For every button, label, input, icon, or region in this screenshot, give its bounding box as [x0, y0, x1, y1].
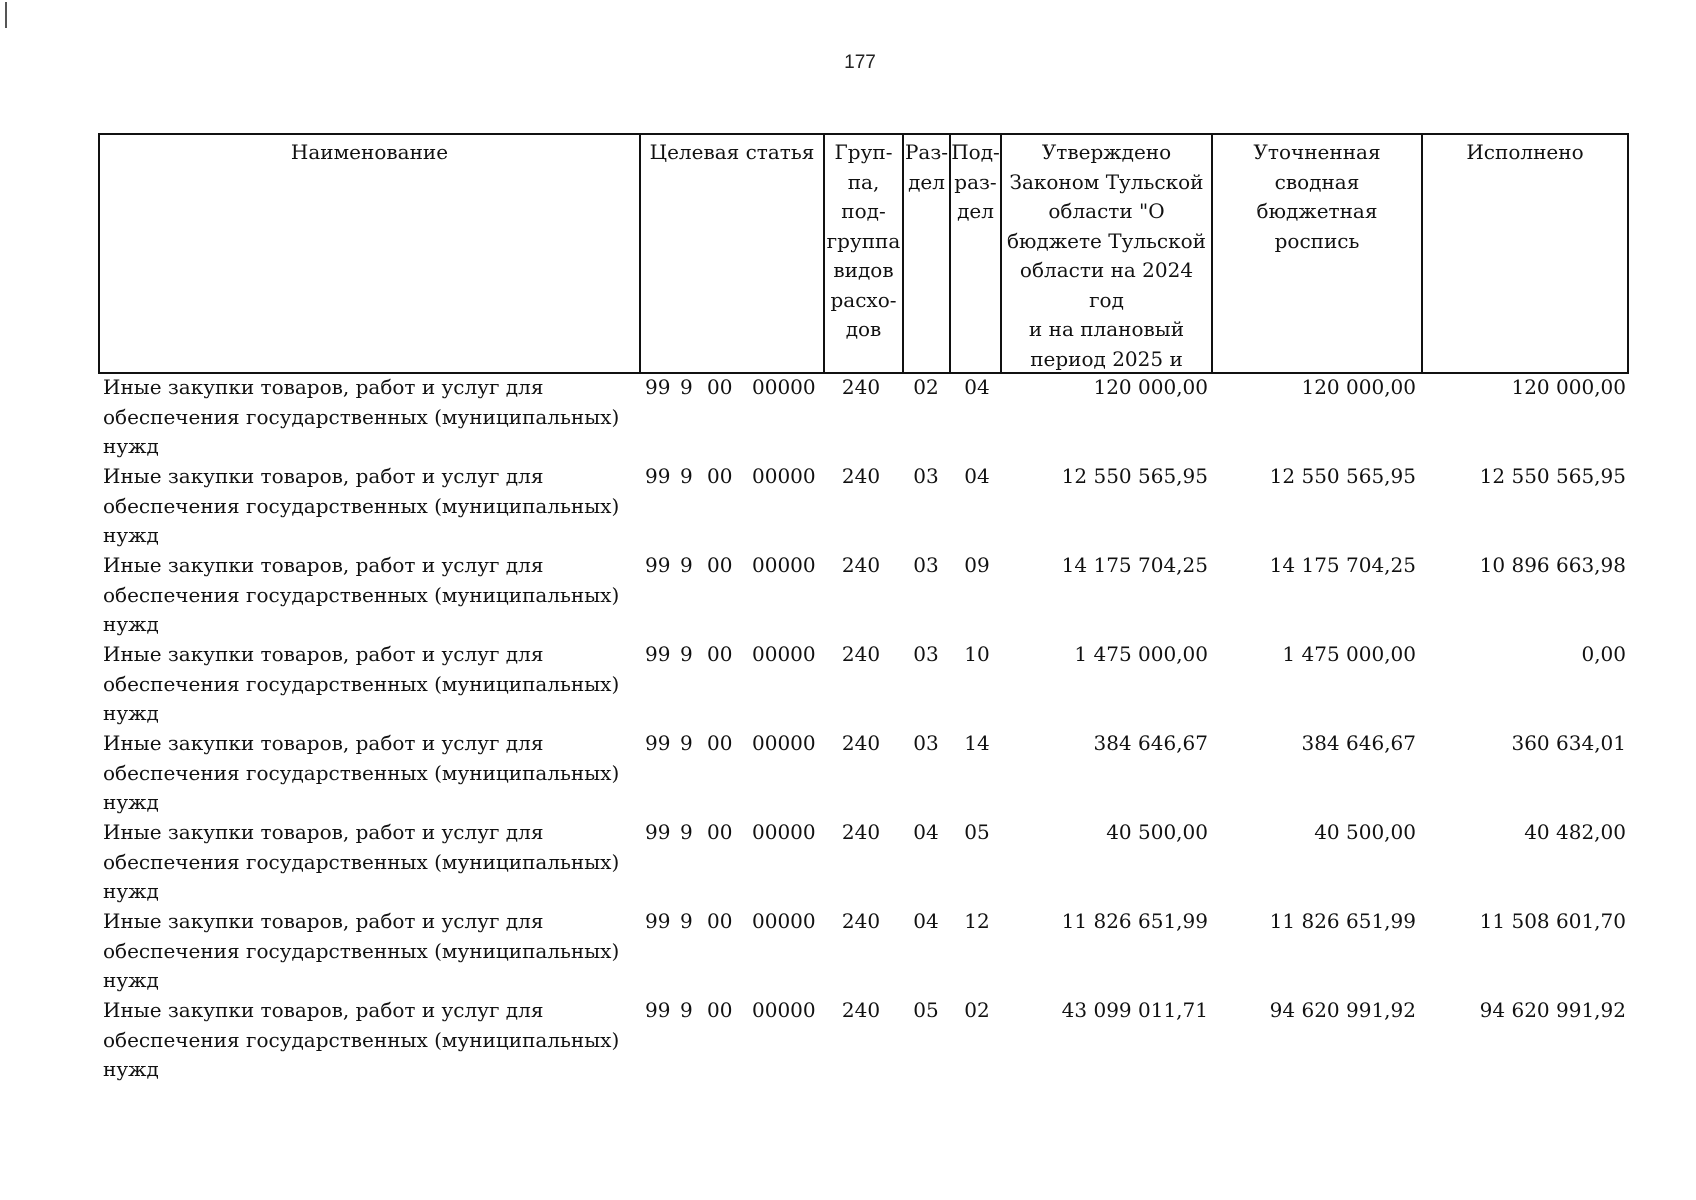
row-executed: 94 620 991,92	[1479, 998, 1626, 1022]
row-target-article-subprogram: 9	[680, 731, 693, 755]
row-target-article-subprogram: 9	[680, 642, 693, 666]
row-section: 05	[913, 998, 939, 1022]
row-subsection: 05	[964, 820, 990, 844]
row-section: 04	[913, 909, 939, 933]
row-expense-group: 240	[841, 464, 881, 488]
header-subsection: Под- раз- дел	[951, 135, 1002, 372]
header-approved: Утверждено Законом Тульской области "О бюджете Тульской области на 2024 год и на плановый период 2025 и	[1002, 135, 1213, 372]
row-approved: 11 826 651,99	[1061, 909, 1208, 933]
row-approved: 120 000,00	[1093, 375, 1208, 399]
header-executed: Исполнено	[1466, 140, 1584, 164]
row-expense-group: 240	[841, 553, 881, 577]
row-subsection: 14	[964, 731, 990, 755]
row-expense-group: 240	[841, 909, 881, 933]
row-name: Иные закупки товаров, работ и услуг для обеспечения государственных (муниципальных) нужд	[103, 731, 620, 814]
row-target-article-direction: 00000	[752, 642, 816, 666]
table-row	[0, 996, 1696, 1085]
row-refined: 120 000,00	[1301, 375, 1416, 399]
row-target-article-subprogram: 9	[680, 553, 693, 577]
row-target-article-program: 99	[645, 553, 671, 577]
row-approved: 1 475 000,00	[1074, 642, 1208, 666]
row-section: 03	[913, 553, 939, 577]
row-target-article-subprogram: 9	[680, 909, 693, 933]
row-target-article-direction: 00000	[752, 553, 816, 577]
row-target-article-subprogram: 9	[680, 375, 693, 399]
row-target-article-direction: 00000	[752, 731, 816, 755]
scan-edge-mark	[5, 2, 7, 28]
row-refined: 14 175 704,25	[1269, 553, 1416, 577]
row-target-article-main: 00	[707, 464, 733, 488]
row-executed: 11 508 601,70	[1479, 909, 1626, 933]
row-target-article-program: 99	[645, 642, 671, 666]
row-subsection: 02	[964, 998, 990, 1022]
row-subsection: 04	[964, 375, 990, 399]
row-executed: 10 896 663,98	[1479, 553, 1626, 577]
row-target-article-direction: 00000	[752, 375, 816, 399]
row-name: Иные закупки товаров, работ и услуг для обеспечения государственных (муниципальных) нужд	[103, 642, 620, 725]
row-refined: 40 500,00	[1314, 820, 1416, 844]
header-expense-group: Груп- па, под- группа видов расхо- дов	[825, 135, 904, 372]
row-target-article-program: 99	[645, 820, 671, 844]
row-target-article-subprogram: 9	[680, 464, 693, 488]
row-refined: 12 550 565,95	[1269, 464, 1416, 488]
row-name: Иные закупки товаров, работ и услуг для обеспечения государственных (муниципальных) нужд	[103, 375, 620, 458]
row-target-article-subprogram: 9	[680, 820, 693, 844]
row-name: Иные закупки товаров, работ и услуг для обеспечения государственных (муниципальных) нужд	[103, 909, 620, 992]
row-expense-group: 240	[841, 375, 881, 399]
table-row	[0, 373, 1696, 462]
row-refined: 94 620 991,92	[1269, 998, 1416, 1022]
row-name: Иные закупки товаров, работ и услуг для обеспечения государственных (муниципальных) нужд	[103, 998, 620, 1081]
table-header	[98, 133, 1629, 374]
row-name: Иные закупки товаров, работ и услуг для обеспечения государственных (муниципальных) нужд	[103, 820, 620, 903]
row-target-article-direction: 00000	[752, 820, 816, 844]
row-subsection: 12	[964, 909, 990, 933]
table-body	[0, 373, 1696, 1085]
row-refined: 384 646,67	[1301, 731, 1416, 755]
table-row	[0, 551, 1696, 640]
row-section: 03	[913, 642, 939, 666]
row-name: Иные закупки товаров, работ и услуг для обеспечения государственных (муниципальных) нужд	[103, 553, 620, 636]
row-refined: 11 826 651,99	[1269, 909, 1416, 933]
header-target-article: Целевая статья	[641, 135, 825, 372]
header-name: Наименование	[100, 135, 641, 372]
row-target-article-program: 99	[645, 909, 671, 933]
row-target-article-subprogram: 9	[680, 998, 693, 1022]
row-target-article-main: 00	[707, 820, 733, 844]
row-approved: 43 099 011,71	[1061, 998, 1208, 1022]
row-target-article-main: 00	[707, 909, 733, 933]
row-executed: 12 550 565,95	[1479, 464, 1626, 488]
row-target-article-main: 00	[707, 642, 733, 666]
row-target-article-main: 00	[707, 998, 733, 1022]
row-target-article-program: 99	[645, 731, 671, 755]
row-name: Иные закупки товаров, работ и услуг для обеспечения государственных (муниципальных) нужд	[103, 464, 620, 547]
row-target-article-main: 00	[707, 553, 733, 577]
row-section: 02	[913, 375, 939, 399]
row-subsection: 10	[964, 642, 990, 666]
row-executed: 40 482,00	[1524, 820, 1626, 844]
row-target-article-program: 99	[645, 375, 671, 399]
header-section: Раз- дел	[904, 135, 951, 372]
page-number: 177	[844, 52, 876, 73]
row-expense-group: 240	[841, 820, 881, 844]
row-executed: 0,00	[1581, 642, 1626, 666]
table-row	[0, 818, 1696, 907]
row-subsection: 04	[964, 464, 990, 488]
row-target-article-direction: 00000	[752, 909, 816, 933]
row-target-article-direction: 00000	[752, 464, 816, 488]
row-section: 04	[913, 820, 939, 844]
row-refined: 1 475 000,00	[1282, 642, 1416, 666]
table-row	[0, 729, 1696, 818]
row-target-article-program: 99	[645, 998, 671, 1022]
row-approved: 40 500,00	[1106, 820, 1208, 844]
row-expense-group: 240	[841, 642, 881, 666]
row-approved: 12 550 565,95	[1061, 464, 1208, 488]
table-row	[0, 640, 1696, 729]
row-expense-group: 240	[841, 998, 881, 1022]
row-target-article-main: 00	[707, 375, 733, 399]
row-target-article-main: 00	[707, 731, 733, 755]
table-row	[0, 462, 1696, 551]
row-approved: 384 646,67	[1093, 731, 1208, 755]
row-approved: 14 175 704,25	[1061, 553, 1208, 577]
row-executed: 120 000,00	[1511, 375, 1626, 399]
row-target-article-program: 99	[645, 464, 671, 488]
row-target-article-direction: 00000	[752, 998, 816, 1022]
row-executed: 360 634,01	[1511, 731, 1626, 755]
row-section: 03	[913, 731, 939, 755]
row-subsection: 09	[964, 553, 990, 577]
row-expense-group: 240	[841, 731, 881, 755]
table-row	[0, 907, 1696, 996]
row-section: 03	[913, 464, 939, 488]
header-refined: Уточненная сводная бюджетная роспись	[1213, 135, 1423, 372]
